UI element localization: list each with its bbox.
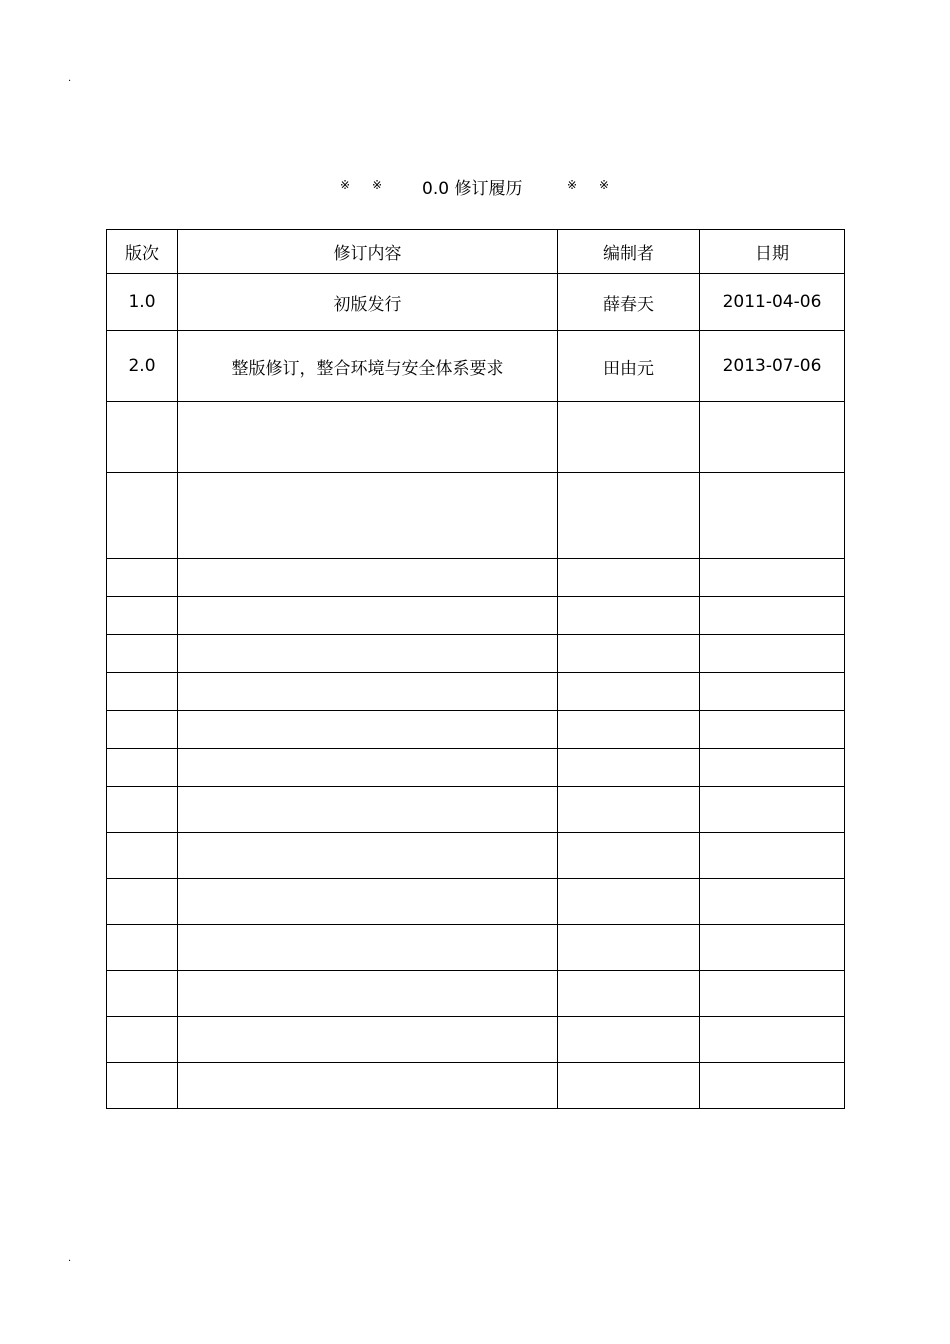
cell-date <box>700 787 845 833</box>
cell-author <box>558 925 700 971</box>
header-author: 编制者 <box>558 230 700 274</box>
header-date: 日期 <box>700 230 845 274</box>
cell-version <box>107 879 178 925</box>
cell-revision-content <box>178 879 558 925</box>
cell-author <box>558 1063 700 1109</box>
cell-version <box>107 1017 178 1063</box>
header-revision-content: 修订内容 <box>178 230 558 274</box>
cell-version: 2.0 <box>107 331 178 402</box>
cell-date <box>700 971 845 1017</box>
cell-revision-content <box>178 925 558 971</box>
table-row <box>107 833 845 879</box>
cell-version <box>107 1063 178 1109</box>
cell-author <box>558 1017 700 1063</box>
title-text: 0.0 修订履历 <box>422 179 523 199</box>
table-row <box>107 559 845 597</box>
cell-revision-content <box>178 402 558 473</box>
cell-date <box>700 673 845 711</box>
table-row <box>107 673 845 711</box>
cell-author <box>558 749 700 787</box>
cell-revision-content <box>178 787 558 833</box>
table-row <box>107 473 845 559</box>
cell-version <box>107 473 178 559</box>
title-ornament-left-1: ※ <box>340 178 351 192</box>
cell-revision-content <box>178 559 558 597</box>
cell-version <box>107 711 178 749</box>
cell-date <box>700 1017 845 1063</box>
cell-author <box>558 971 700 1017</box>
table-header-row <box>107 230 845 274</box>
table-row <box>107 597 845 635</box>
cell-author <box>558 833 700 879</box>
cell-version <box>107 971 178 1017</box>
section-title <box>0 174 950 198</box>
cell-version <box>107 749 178 787</box>
cell-date <box>700 833 845 879</box>
cell-author <box>558 559 700 597</box>
table-row <box>107 274 845 331</box>
title-ornament-left-2: ※ <box>372 178 383 192</box>
cell-author <box>558 787 700 833</box>
cell-version <box>107 559 178 597</box>
cell-version <box>107 635 178 673</box>
table-row <box>107 1063 845 1109</box>
table-row <box>107 635 845 673</box>
cell-author <box>558 635 700 673</box>
cell-revision-content <box>178 1063 558 1109</box>
cell-date <box>700 559 845 597</box>
cell-revision-content <box>178 971 558 1017</box>
table-row <box>107 925 845 971</box>
cell-author <box>558 597 700 635</box>
cell-version <box>107 787 178 833</box>
cell-revision-content: 初版发行 <box>178 274 558 331</box>
cell-version <box>107 833 178 879</box>
cell-date: 2011-04-06 <box>700 274 845 331</box>
table-row <box>107 711 845 749</box>
table-row <box>107 787 845 833</box>
cell-revision-content <box>178 473 558 559</box>
table-row <box>107 402 845 473</box>
title-ornament-right-2: ※ <box>599 178 610 192</box>
table-row <box>107 749 845 787</box>
header-version: 版次 <box>107 230 178 274</box>
cell-version: 1.0 <box>107 274 178 331</box>
table-row <box>107 331 845 402</box>
cell-author <box>558 711 700 749</box>
cell-date <box>700 749 845 787</box>
cell-date <box>700 597 845 635</box>
cell-author <box>558 879 700 925</box>
cell-revision-content <box>178 833 558 879</box>
cell-date <box>700 402 845 473</box>
cell-date: 2013-07-06 <box>700 331 845 402</box>
cell-revision-content <box>178 673 558 711</box>
cell-version <box>107 925 178 971</box>
cell-date <box>700 473 845 559</box>
cell-revision-content: 整版修订，整合环境与安全体系要求 <box>178 331 558 402</box>
cell-author <box>558 673 700 711</box>
cell-date <box>700 879 845 925</box>
cell-author: 田由元 <box>558 331 700 402</box>
cell-author <box>558 473 700 559</box>
cell-revision-content <box>178 749 558 787</box>
cell-date <box>700 925 845 971</box>
cell-revision-content <box>178 1017 558 1063</box>
cell-author: 薛春天 <box>558 274 700 331</box>
cell-revision-content <box>178 635 558 673</box>
table-row <box>107 1017 845 1063</box>
cell-date <box>700 711 845 749</box>
page-mark-bottom: . <box>68 1253 72 1264</box>
cell-author <box>558 402 700 473</box>
cell-revision-content <box>178 597 558 635</box>
table-row <box>107 879 845 925</box>
page-mark-top: . <box>68 73 72 84</box>
cell-version <box>107 673 178 711</box>
cell-revision-content <box>178 711 558 749</box>
cell-date <box>700 1063 845 1109</box>
cell-date <box>700 635 845 673</box>
title-ornament-right-1: ※ <box>567 178 578 192</box>
table-row <box>107 971 845 1017</box>
cell-version <box>107 402 178 473</box>
revision-history-table <box>106 229 845 1109</box>
cell-version <box>107 597 178 635</box>
